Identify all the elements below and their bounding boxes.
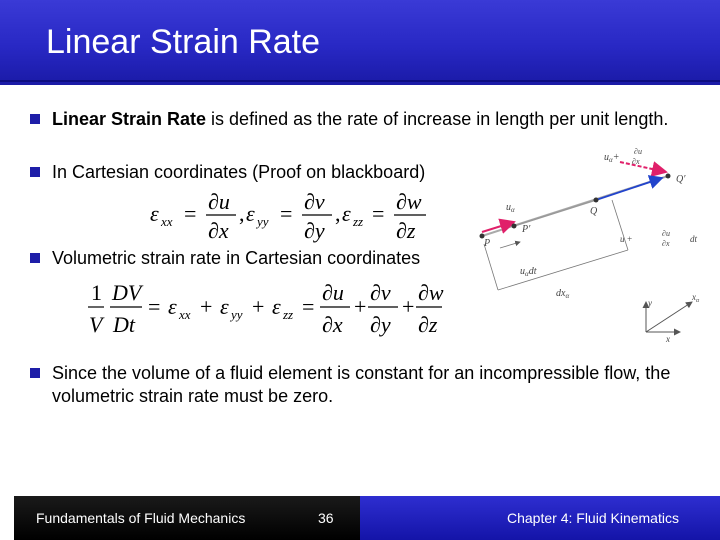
axis-x-alpha-label: $x_\alpha$ [692, 292, 700, 304]
DV-numerator: DV [112, 280, 142, 305]
bullet-marker [30, 114, 40, 124]
label-u-alpha-Q: $u_\alpha+$ [604, 152, 620, 164]
bullet-1-rest: is defined as the rate of increase in length per unit length. [206, 109, 669, 129]
label-stretch-term: u + [620, 234, 633, 244]
du-num-2: ∂u [322, 280, 344, 305]
label-stretch-dt: dt [690, 234, 698, 244]
dim-dx [498, 250, 628, 290]
equals-1: = [184, 201, 197, 226]
bullet-4-text: Since the volume of a fluid element is constant for an incompressible flow, the volumetric strain rate must be zero. [52, 363, 671, 406]
epsilon-yy-2: ε [220, 294, 229, 319]
plus-3: + [354, 294, 367, 319]
footer-page-number: 36 [318, 510, 334, 526]
bullet-2-text: In Cartesian coordinates (Proof on blackboard) [52, 162, 426, 182]
strain-rate-equations [150, 184, 430, 244]
title-bar [0, 0, 720, 86]
bullet-marker [30, 368, 40, 378]
epsilon-xx-2: ε [168, 294, 177, 319]
dx-den-2: ∂x [322, 312, 343, 337]
dz-den-2: ∂z [418, 312, 438, 337]
plus-1: + [200, 294, 213, 319]
one: 1 [91, 280, 102, 305]
point-P-prime [512, 224, 517, 229]
du-numerator: ∂u [208, 189, 230, 214]
sub-xx: xx [161, 214, 173, 229]
bullet-1-text [52, 108, 692, 131]
comma-1: , [239, 201, 245, 226]
sub-yy-2: yy [231, 307, 243, 322]
label-dx-top: ∂x [632, 157, 640, 166]
epsilon-yy: ε [246, 201, 255, 226]
sub-yy: yy [257, 214, 269, 229]
label-stretch-du: ∂u [662, 229, 670, 238]
Dt-denominator: Dt [113, 312, 135, 337]
axis-x-label: x [666, 334, 670, 344]
label-Q-prime: Q′ [676, 174, 686, 185]
sub-xx-2: xx [179, 307, 191, 322]
bullet-3-text: Volumetric strain rate in Cartesian coordinates [52, 248, 421, 268]
label-P-prime: P′ [522, 224, 531, 235]
epsilon-xx: ε [150, 201, 159, 226]
label-u-alpha-dt: $u_\alpha dt$ [520, 266, 537, 278]
strain-diagram [470, 140, 718, 345]
footer-chapter: Chapter 4: Fluid Kinematics [507, 510, 679, 526]
label-u-alpha-P: $u_\alpha$ [506, 202, 515, 214]
footer [0, 496, 720, 540]
point-Q [594, 198, 599, 203]
bullet-marker [30, 253, 40, 263]
epsilon-zz: ε [342, 201, 351, 226]
dx-denominator: ∂x [208, 218, 229, 243]
sub-zz-2: zz [283, 307, 294, 322]
label-Q: Q [590, 206, 598, 217]
slide-title: Linear Strain Rate [46, 23, 321, 61]
dy-den-2: ∂y [370, 312, 391, 337]
axis-x-alpha-line [646, 302, 692, 332]
equals: = [148, 294, 161, 319]
dz-denominator: ∂z [396, 218, 416, 243]
label-dx-alpha: $dx_\alpha$ [556, 288, 570, 300]
equals-3: = [372, 201, 385, 226]
volumetric-strain-equation [86, 278, 446, 340]
dy-denominator: ∂y [304, 218, 325, 243]
dw-numerator: ∂w [396, 189, 422, 214]
equals-b: = [302, 294, 315, 319]
plus-4: + [402, 294, 415, 319]
element-line-inner [514, 200, 596, 226]
dw-num-2: ∂w [418, 280, 444, 305]
epsilon-zz-2: ε [272, 294, 281, 319]
label-P: P [484, 238, 491, 249]
bullet-1-bold: Linear Strain Rate [52, 109, 207, 129]
label-stretch-dx: ∂x [662, 239, 670, 248]
dim-guide-left [484, 244, 498, 290]
axis-y-label: y [648, 298, 652, 308]
point-Q-prime [666, 174, 671, 179]
dv-num-2: ∂v [370, 280, 391, 305]
label-du-dx-top: ∂u [634, 147, 642, 156]
comma-2: , [335, 201, 341, 226]
V-denominator: V [89, 312, 103, 337]
equals-2: = [280, 201, 293, 226]
sub-zz: zz [353, 214, 364, 229]
velocity-arrow-Q [620, 162, 666, 172]
footer-course-title: Fundamentals of Fluid Mechanics [36, 510, 246, 526]
dim-udt [500, 242, 520, 248]
stretch-arrow [596, 178, 662, 200]
bullet-marker [30, 167, 40, 177]
plus-2: + [252, 294, 265, 319]
dv-numerator: ∂v [304, 189, 325, 214]
